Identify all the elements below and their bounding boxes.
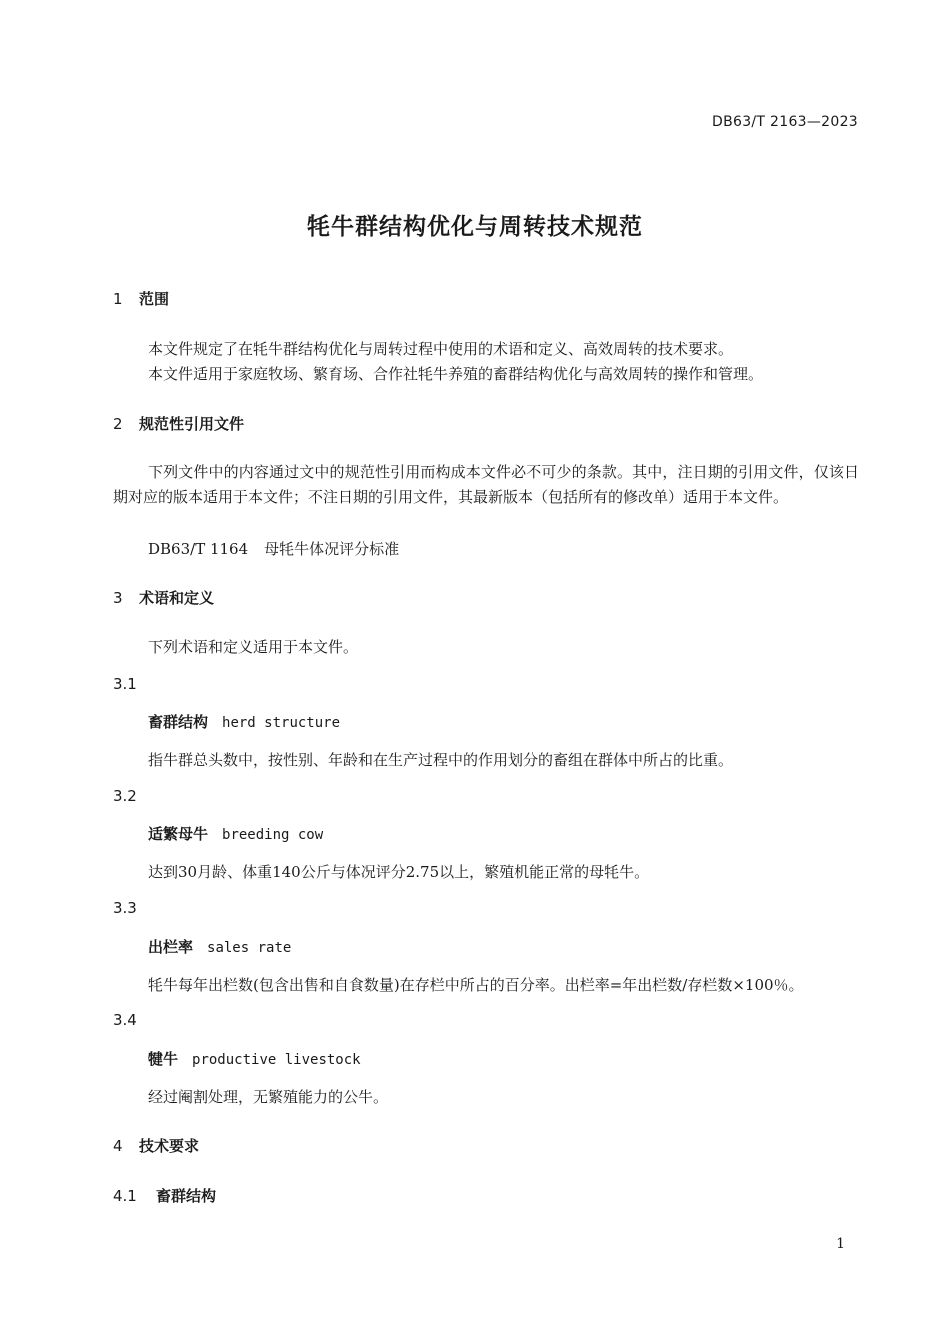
reference-code: DB63/T 1164 <box>148 540 249 558</box>
term-definition: 指牛群总头数中，按性别、年龄和在生产过程中的作用划分的畜组在群体中所占的比重。 <box>148 751 734 769</box>
term-number: 3.2 <box>113 787 137 805</box>
term-heading <box>148 936 291 957</box>
section-number: 2 <box>113 415 123 433</box>
term-chinese: 适繁母牛 <box>148 825 209 843</box>
term-definition: 达到30月龄、体重140公斤与体况评分2.75以上，繁殖机能正常的母牦牛。 <box>148 863 650 881</box>
term-heading <box>148 823 323 844</box>
section-title: 技术要求 <box>139 1137 200 1155</box>
term-number: 3.3 <box>113 899 137 917</box>
reference-title: 母牦牛体况评分标准 <box>264 540 400 558</box>
section-title: 术语和定义 <box>139 589 215 607</box>
term-english: productive livestock <box>192 1052 361 1068</box>
term-definition: 牦牛每年出栏数(包含出售和自食数量)在存栏中所占的百分率。出栏率=年出栏数/存栏数×100％。 <box>148 976 804 994</box>
term-definition: 经过阉割处理，无繁殖能力的公牛。 <box>148 1088 389 1106</box>
section-number: 1 <box>113 290 123 308</box>
document-title: 牦牛群结构优化与周转技术规范 <box>307 214 643 240</box>
section-title: 规范性引用文件 <box>139 415 245 433</box>
term-number: 3.4 <box>113 1011 137 1029</box>
term-heading <box>148 711 340 732</box>
normative-intro-paragraph: 下列文件中的内容通过文中的规范性引用而构成本文件必不可少的条款。其中，注日期的引用文件，仅该日期对应的版本适用于本文件；不注日期的引用文件，其最新版本（包括所有的修改单）适用于本文件。 <box>113 463 859 506</box>
page-number: 1 <box>836 1236 845 1252</box>
term-heading <box>148 1048 361 1069</box>
scope-paragraph-2: 本文件适用于家庭牧场、繁育场、合作社牦牛养殖的畜群结构优化与高效周转的操作和管理。 <box>148 365 764 383</box>
normative-reference <box>148 538 399 559</box>
section-number: 4 <box>113 1137 123 1155</box>
scope-paragraph-1: 本文件规定了在牦牛群结构优化与周转过程中使用的术语和定义、高效周转的技术要求。 <box>148 340 734 358</box>
term-chinese: 畜群结构 <box>148 713 209 731</box>
section-4-heading <box>113 1135 199 1156</box>
term-english: herd structure <box>222 715 341 731</box>
section-number: 4.1 <box>113 1187 137 1205</box>
section-number: 3 <box>113 589 123 607</box>
standard-number: DB63/T 2163—2023 <box>712 114 858 130</box>
term-english: breeding cow <box>222 827 324 843</box>
terms-intro: 下列术语和定义适用于本文件。 <box>148 638 359 656</box>
section-2-heading <box>113 413 244 434</box>
term-english: sales rate <box>207 940 292 956</box>
term-chinese: 犍牛 <box>148 1050 179 1068</box>
term-chinese: 出栏率 <box>148 938 194 956</box>
section-4-1-heading <box>113 1185 216 1206</box>
section-title: 范围 <box>139 290 170 308</box>
section-title: 畜群结构 <box>156 1187 217 1205</box>
section-3-heading <box>113 587 214 608</box>
term-number: 3.1 <box>113 675 137 693</box>
section-1-heading <box>113 288 169 309</box>
